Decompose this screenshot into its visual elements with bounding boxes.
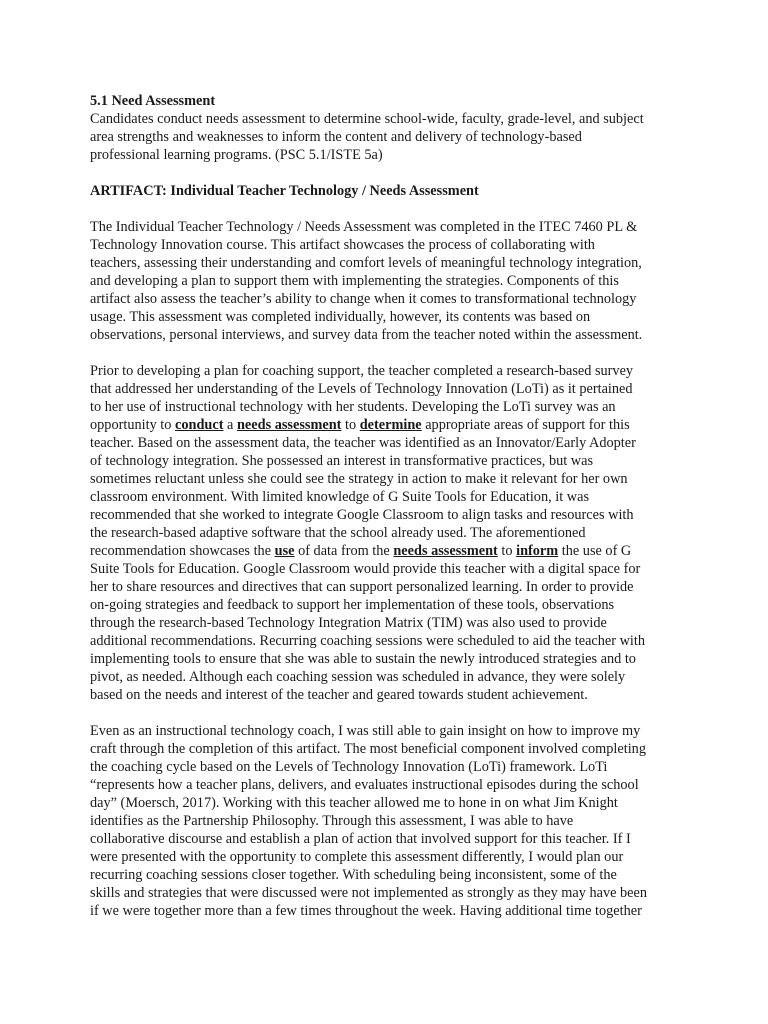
paragraph-line: that addressed her understanding of the Levels of Technology Innovation (LoTi) as it pertained <box>90 381 633 397</box>
paragraph-line: skills and strategies that were discussed were not implemented as strongly as they may have been <box>90 885 648 901</box>
section-title: 5.1 Need Assessment <box>90 93 216 109</box>
document-page <box>90 92 690 920</box>
paragraph-line: through the research-based Technology Integration Matrix (TIM) was also used to provide <box>90 615 607 631</box>
text-segment: to <box>497 543 517 559</box>
text-segment: recommendation showcases the <box>90 543 275 559</box>
paragraph-line: teachers, assessing their understanding and comfort levels of meaningful technology integration, <box>90 255 642 271</box>
paragraph-line: day” (Moersch, 2017). Working with this teacher allowed me to hone in on what Jim Knight <box>90 795 618 811</box>
paragraph-line: “represents how a teacher plans, delivers, and evaluates instructional episodes during the school <box>90 777 639 793</box>
keyword-needs-assessment: needs assessment <box>236 417 342 433</box>
keyword-use: use <box>274 543 295 559</box>
paragraph-line: and developing a plan to support them with implementing the strategies. Components of this <box>90 273 619 289</box>
paragraph-3 <box>90 722 690 920</box>
paragraph-line: recurring coaching sessions closer together. With scheduling being inconsistent, some of the <box>90 867 617 883</box>
paragraph-1 <box>90 218 690 344</box>
paragraph-line: sometimes reluctant unless she could see the strategy in action to make it relevant for her own <box>90 471 628 487</box>
paragraph-line: were presented with the opportunity to complete this assessment differently, I would plan our <box>90 849 624 865</box>
text-segment: the use of G <box>558 543 632 559</box>
keyword-conduct: conduct <box>175 417 224 433</box>
text-segment: a <box>223 417 237 433</box>
paragraph-line: additional recommendations. Recurring coaching sessions were scheduled to aid the teacher with <box>90 633 646 649</box>
standard-line: professional learning programs. (PSC 5.1/ISTE 5a) <box>90 147 383 163</box>
paragraph-line: on-going strategies and feedback to support her implementation of these tools, observations <box>90 597 615 613</box>
keyword-determine: determine <box>359 417 422 433</box>
paragraph-line <box>90 542 690 560</box>
paragraph-line: collaborative discourse and establish a plan of action that involved support for this teacher. If I <box>90 831 631 847</box>
paragraph-line: implementing tools to ensure that she was able to sustain the newly introduced strategies and to <box>90 651 636 667</box>
paragraph-2 <box>90 362 690 704</box>
text-segment: of data from the <box>294 543 394 559</box>
standard-line: area strengths and weaknesses to inform the content and delivery of technology-based <box>90 129 582 145</box>
paragraph-line: the research-based adaptive software that the school already used. The aforementioned <box>90 525 586 541</box>
standard-description <box>90 110 690 164</box>
paragraph-line: Prior to developing a plan for coaching support, the teacher completed a research-based survey <box>90 363 634 379</box>
text-segment: opportunity to <box>90 417 175 433</box>
paragraph-line: craft through the completion of this artifact. The most beneficial component involved completing <box>90 741 646 757</box>
paragraph-line: teacher. Based on the assessment data, the teacher was identified as an Innovator/Early Adopter <box>90 435 636 451</box>
keyword-needs-assessment: needs assessment <box>393 543 498 559</box>
paragraph-line: if we were together more than a few times throughout the week. Having additional time together <box>90 903 642 919</box>
paragraph-line: the coaching cycle based on the Levels of Technology Innovation (LoTi) framework. LoTi <box>90 759 608 775</box>
paragraph-line: of technology integration. She possessed an interest in transformative practices, but was <box>90 453 594 469</box>
paragraph-gap <box>90 164 690 182</box>
text-segment: to <box>341 417 360 433</box>
paragraph-line: to her use of instructional technology with her students. Developing the LoTi survey was an <box>90 399 616 415</box>
paragraph-line: Technology Innovation course. This artifact showcases the process of collaborating with <box>90 237 595 253</box>
paragraph-line: recommended that she worked to integrate Google Classroom to align tasks and resources with <box>90 507 634 523</box>
artifact-heading: ARTIFACT: Individual Teacher Technology / Needs Assessment <box>90 183 479 199</box>
paragraph-gap <box>90 200 690 218</box>
paragraph-line: artifact also assess the teacher’s ability to change when it comes to transformational technology <box>90 291 637 307</box>
paragraph-line: identifies as the Partnership Philosophy. Through this assessment, I was able to have <box>90 813 574 829</box>
paragraph-line: based on the needs and interest of the teacher and geared towards student achievement. <box>90 687 588 703</box>
paragraph-line: observations, personal interviews, and survey data from the teacher noted within the assessment. <box>90 327 643 343</box>
paragraph-gap <box>90 704 690 722</box>
paragraph-line: her to share resources and directives that can support personalized learning. In order to provide <box>90 579 634 595</box>
paragraph-line: pivot, as needed. Although each coaching session was scheduled in advance, they were solely <box>90 669 626 685</box>
paragraph-line: classroom environment. With limited knowledge of G Suite Tools for Education, it was <box>90 489 590 505</box>
paragraph-line <box>90 416 690 434</box>
paragraph-line: Even as an instructional technology coach, I was still able to gain insight on how to improve my <box>90 723 641 739</box>
paragraph-line: Suite Tools for Education. Google Classroom would provide this teacher with a digital space for <box>90 561 641 577</box>
keyword-inform: inform <box>516 543 559 559</box>
paragraph-gap <box>90 344 690 362</box>
standard-line: Candidates conduct needs assessment to determine school-wide, faculty, grade-level, and subject <box>90 111 644 127</box>
paragraph-line: The Individual Teacher Technology / Needs Assessment was completed in the ITEC 7460 PL & <box>90 219 638 235</box>
paragraph-line: usage. This assessment was completed individually, however, its contents was based on <box>90 309 591 325</box>
text-segment: appropriate areas of support for this <box>421 417 630 433</box>
